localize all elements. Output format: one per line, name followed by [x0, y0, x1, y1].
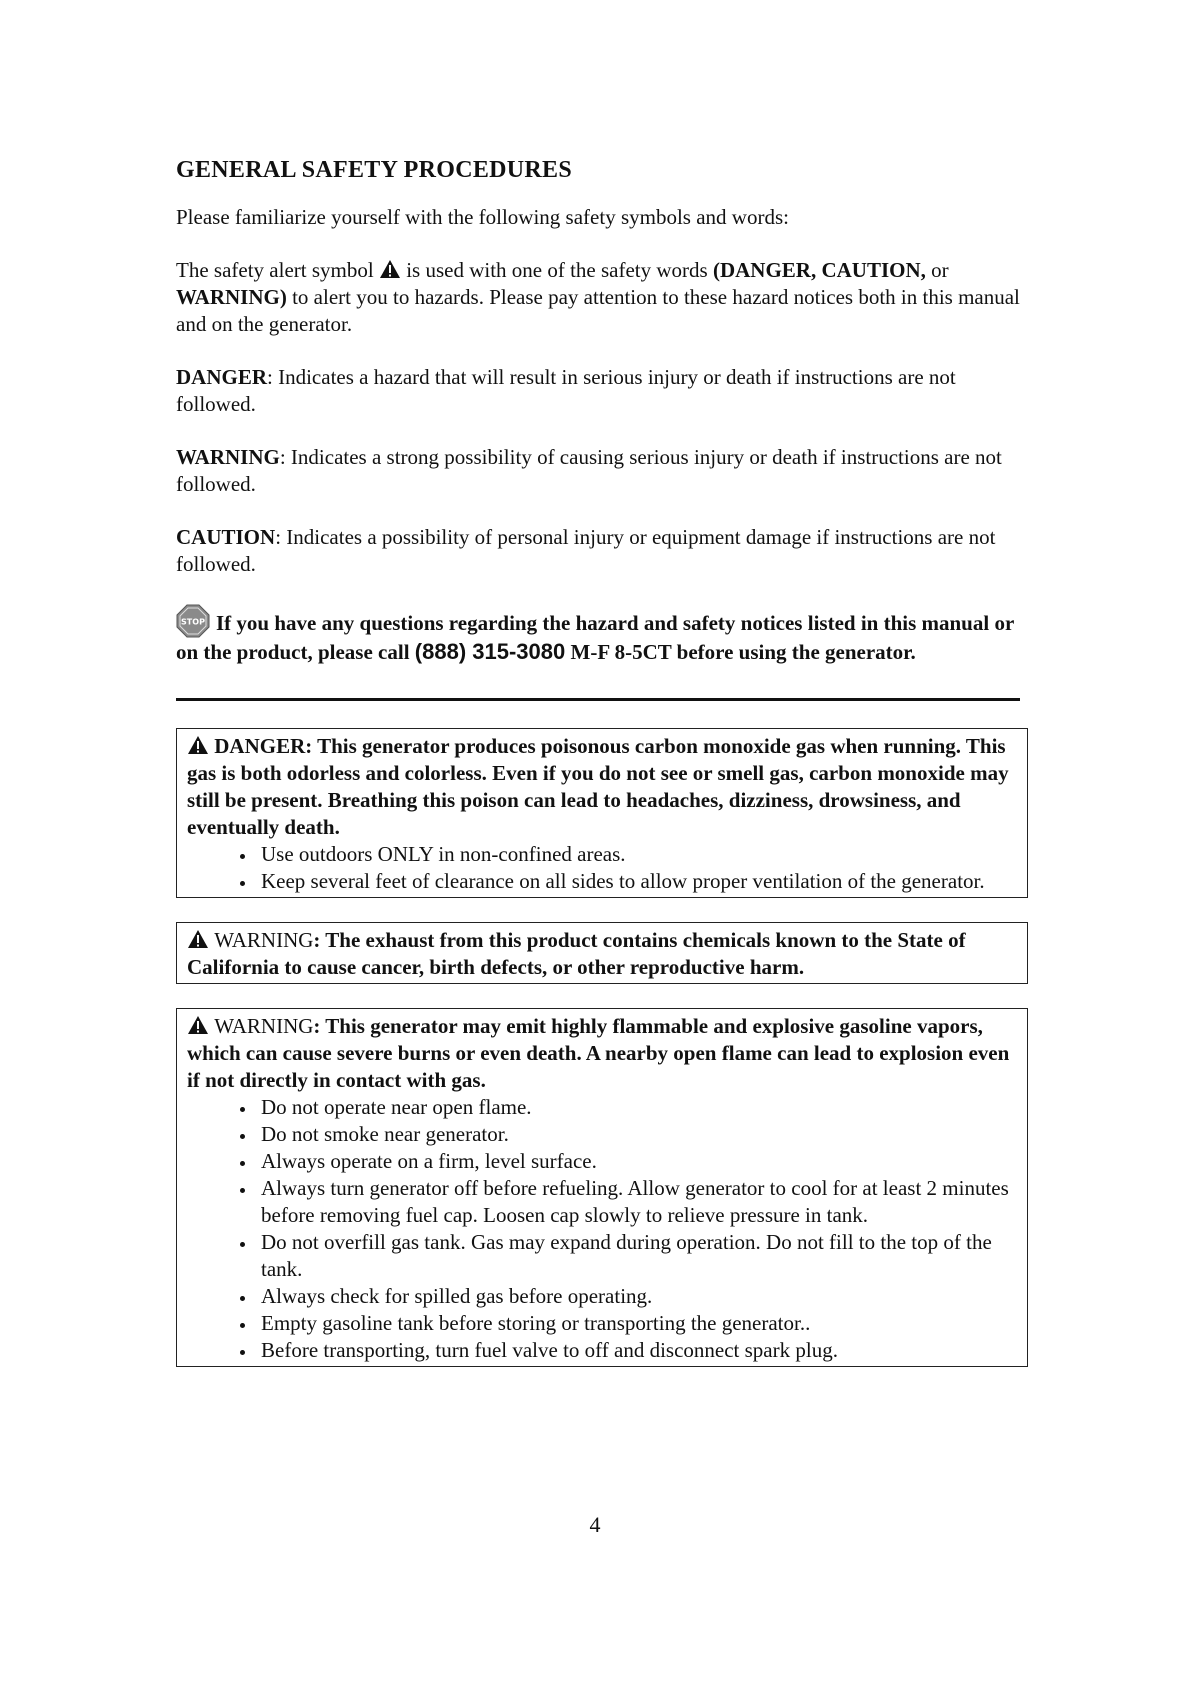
alert-symbol-paragraph: The safety alert symbol is used with one of the safety words (DANGER, CAUTION, or WARNING) to alert you to hazards. Please pay attention to these hazard notices both in this manual and on the generator.: [176, 258, 1020, 336]
definition-caution: CAUTION: Indicates a possibility of personal injury or equipment damage if instructions are not followed.: [176, 525, 996, 576]
page-number: 4: [589, 1512, 601, 1537]
contact-notice: STOP If you have any questions regarding the hazard and safety notices listed in this manual or on the product, please call (888) 315-3080 M-F 8-5CT before using the generator.: [176, 604, 1028, 666]
list-item: • Use outdoors ONLY in non-confined areas.: [257, 841, 1017, 868]
list-item: • Always turn generator off before refueling. Allow generator to cool for at least 2 minutes before removing fuel cap. Loosen cap slowly to relieve pressure in tank.: [257, 1175, 1017, 1229]
definition-warning: WARNING: Indicates a strong possibility of causing serious injury or death if instructions are not followed.: [176, 445, 1002, 496]
document-page: [176, 155, 1028, 1391]
warning-triangle-icon: [187, 1015, 209, 1035]
california-warning-box: WARNING: The exhaust from this product contains chemicals known to the State of California to cause cancer, birth defects, or other reproductive harm.: [176, 922, 1028, 984]
stop-sign-icon: [176, 604, 210, 638]
phone-number: (888) 315-3080: [414, 639, 566, 664]
list-item: • Always operate on a firm, level surface.: [257, 1148, 1017, 1175]
safety-alert-icon: [379, 259, 401, 279]
list-item: • Do not overfill gas tank. Gas may expand during operation. Do not fill to the top of the tank.: [257, 1229, 1017, 1283]
danger-bullet-list: [187, 841, 1017, 895]
list-item: • Keep several feet of clearance on all sides to allow proper ventilation of the generator.: [257, 868, 1017, 895]
list-item: • Before transporting, turn fuel valve to off and disconnect spark plug.: [257, 1337, 1017, 1364]
flammable-warning-box: WARNING: This generator may emit highly flammable and explosive gasoline vapors, which can cause severe burns or even death. A nearby open flame can lead to explosion even if not directly in contact with gas. • Do not operate near open flame. • Do not smoke near generator. • Always operate on a firm, level surface. • Always turn generator off before refueling. Allow generator to cool for at least 2 minutes before removing fuel cap. Loosen cap slowly to relieve pressure in tank. • Do not overfill gas tank. Gas may expand during operation. Do not fill to the top of the tank. • Always check for spilled gas before operating. • Empty gasoline tank before storing or transporting the generator.. • Before transporting, turn fuel valve to off and disconnect spark plug.: [176, 1008, 1028, 1367]
list-item: • Always check for spilled gas before operating.: [257, 1283, 1017, 1310]
list-item: • Do not smoke near generator.: [257, 1121, 1017, 1148]
intro-paragraph: Please familiarize yourself with the following safety symbols and words:: [176, 205, 789, 229]
list-item: • Empty gasoline tank before storing or transporting the generator..: [257, 1310, 1017, 1337]
warning-triangle-icon: [187, 735, 209, 755]
list-item: • Do not operate near open flame.: [257, 1094, 1017, 1121]
danger-box: DANGER: This generator produces poisonous carbon monoxide gas when running. This gas is both odorless and colorless. Even if you do not see or smell gas, carbon monoxide may still be present. Breathing this poison can lead to headaches, dizziness, drowsiness, and eventually death. • Use outdoors ONLY in non-confined areas. • Keep several feet of clearance on all sides to allow proper ventilation of the generator.: [176, 728, 1028, 898]
flammable-bullet-list: [187, 1094, 1017, 1364]
section-divider: [176, 698, 1020, 701]
svg-text:STOP: STOP: [181, 617, 205, 627]
page-title: GENERAL SAFETY PROCEDURES: [176, 157, 573, 183]
definition-danger: DANGER: Indicates a hazard that will result in serious injury or death if instructions are not followed.: [176, 365, 956, 416]
warning-triangle-icon: [187, 929, 209, 949]
